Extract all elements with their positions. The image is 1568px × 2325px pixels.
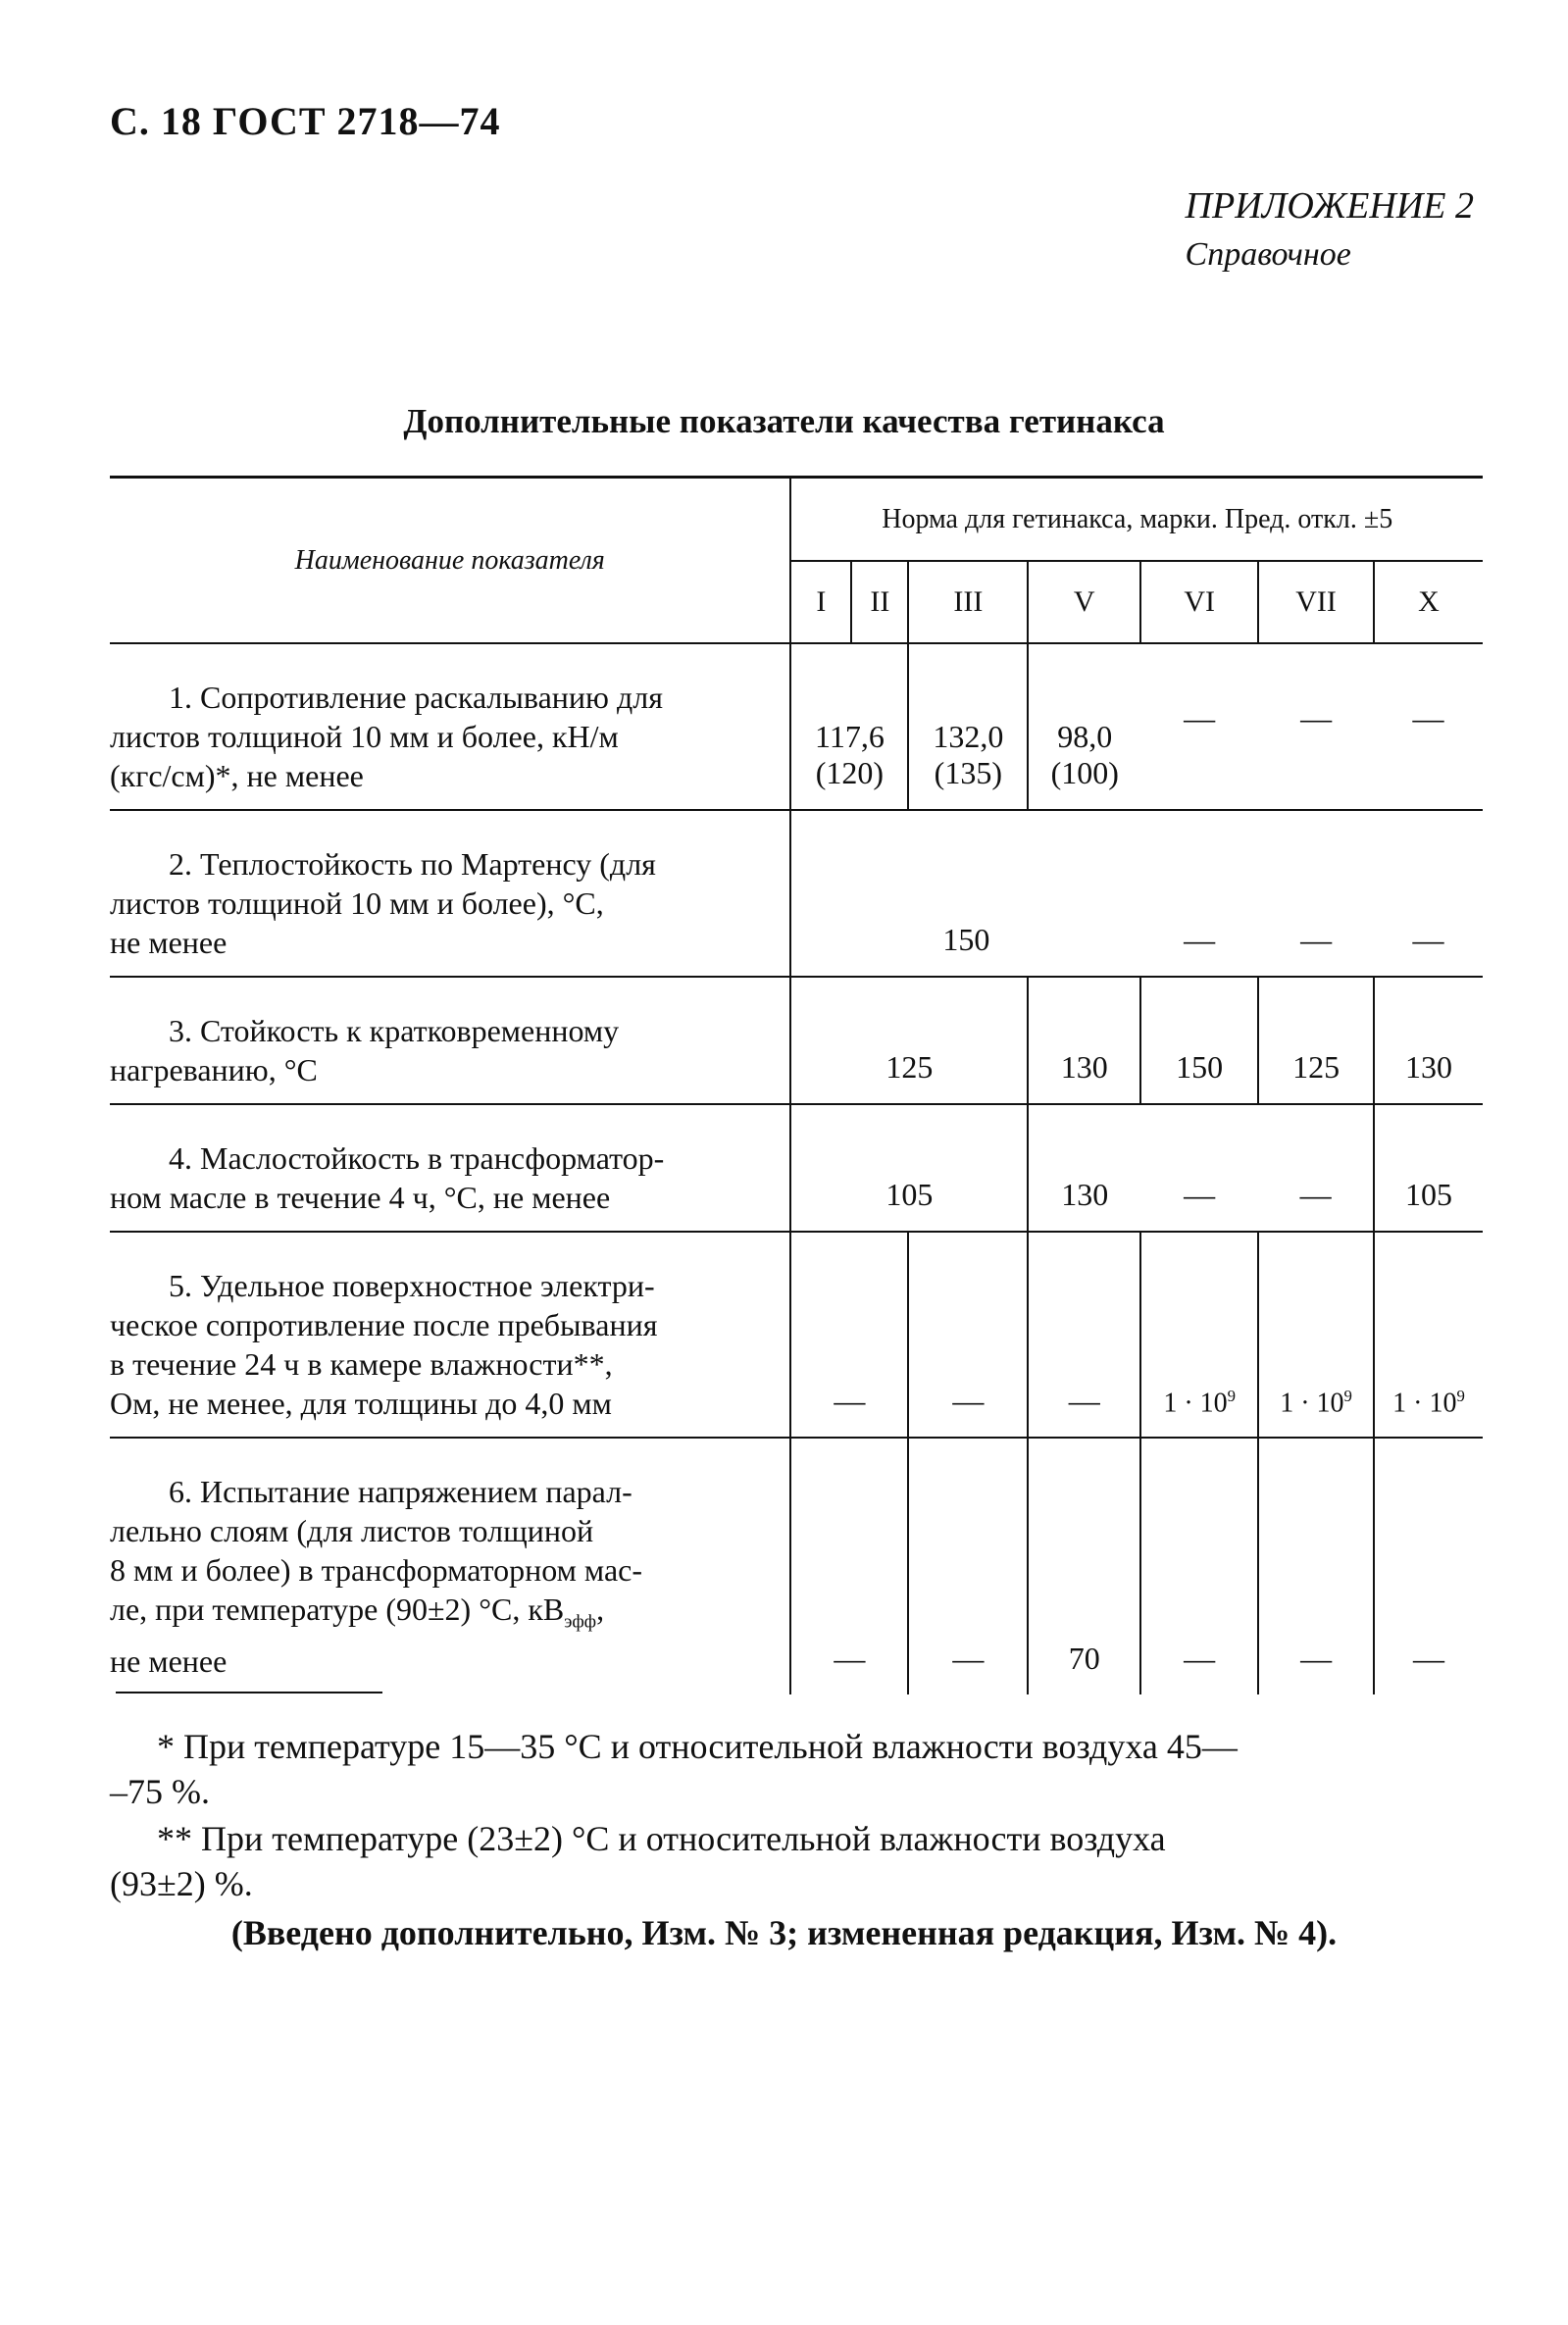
- footnote-separator: [116, 1692, 382, 1693]
- table-row: [110, 1104, 1483, 1232]
- row-2-value-i-v: 150: [790, 810, 1140, 977]
- footnote-1: * При температуре 15—35 °С и относительной влажности воздуха 45— –75 %.: [110, 1727, 1238, 1811]
- row-2-value-vii: —: [1258, 810, 1374, 977]
- mark-iii: III: [908, 561, 1028, 643]
- row-6-value-v: 70: [1028, 1438, 1140, 1694]
- row-1-value-iii: 132,0 (135): [908, 643, 1028, 810]
- row-1-value-vi: —: [1140, 643, 1258, 810]
- row-4-value-i-iii: 105: [790, 1104, 1028, 1232]
- table-row: [110, 977, 1483, 1104]
- row-3-value-v: 130: [1028, 977, 1140, 1104]
- mark-vi: VI: [1140, 561, 1258, 643]
- column-name-header: Наименование показателя: [110, 478, 790, 644]
- row-3-value-x: 130: [1374, 977, 1483, 1104]
- row-1-value-x: —: [1374, 643, 1483, 810]
- row-6-name: 6. Испытание напряжением парал- лельно слоям (для листов толщиной 8 мм и более) в трансформаторном мас- ле, при температуре (90±2) °С, $кВ_{эфф}$, не менее: [110, 1438, 790, 1694]
- table-row: [110, 1438, 1483, 1694]
- row-5-value-iii: —: [908, 1232, 1028, 1438]
- row-1-name: 1. Сопротивление раскалыванию для листов толщиной 10 мм и более, кН/м (кгс/см)*, не менее: [110, 643, 790, 810]
- row-4-value-vii: —: [1258, 1104, 1374, 1232]
- row-4-name: 4. Маслостойкость в трансформатор- ном масле в течение 4 ч, °С, не менее: [110, 1104, 790, 1232]
- row-4-value-x: 105: [1374, 1104, 1483, 1232]
- row-1-value-vii: —: [1258, 643, 1374, 810]
- row-5-value-i-ii: —: [790, 1232, 908, 1438]
- table-header-row: [110, 478, 1483, 562]
- appendix-label: [1186, 181, 1474, 279]
- row-6-value-iii: —: [908, 1438, 1028, 1694]
- row-2-value-vi: —: [1140, 810, 1258, 977]
- mark-v: V: [1028, 561, 1140, 643]
- appendix-title: ПРИЛОЖЕНИЕ 2: [1185, 185, 1474, 227]
- row-6-value-vi: —: [1140, 1438, 1258, 1694]
- mark-x: X: [1374, 561, 1483, 643]
- row-5-name: 5. Удельное поверхностное электри- ческое сопротивление после пребывания в течение 24 ч в камере влажности**, Ом, не менее, для толщины до 4,0 мм: [110, 1232, 790, 1438]
- norm-header: Норма для гетинакса, марки. Пред. откл. ±5: [790, 478, 1483, 562]
- row-5-value-vii: $1 \cdot 10^9$: [1258, 1232, 1374, 1438]
- mark-vii: VII: [1258, 561, 1374, 643]
- row-3-value-i-iii: 125: [790, 977, 1028, 1104]
- row-3-value-vii: 125: [1258, 977, 1374, 1104]
- table-row: [110, 643, 1483, 810]
- row-4-value-v: 130: [1028, 1104, 1140, 1232]
- row-1-value-v: 98,0 (100): [1028, 643, 1140, 810]
- row-3-value-vi: 150: [1140, 977, 1258, 1104]
- row-2-value-x: —: [1374, 810, 1483, 977]
- mark-i: I: [790, 561, 851, 643]
- row-4-value-vi: —: [1140, 1104, 1258, 1232]
- footnote-2: ** При температуре (23±2) °С и относительной влажности воздуха (93±2) %.: [110, 1819, 1166, 1903]
- row-6-value-i-ii: —: [790, 1438, 908, 1694]
- row-3-name: 3. Стойкость к кратковременному нагреванию, °С: [110, 977, 790, 1104]
- table-row: [110, 1232, 1483, 1438]
- table-title: Дополнительные показатели качества гетинакса: [403, 402, 1165, 440]
- row-5-value-x: $1 \cdot 10^9$: [1374, 1232, 1483, 1438]
- row-5-value-vi: $1 \cdot 10^9$: [1140, 1232, 1258, 1438]
- row-5-value-v: —: [1028, 1232, 1140, 1438]
- row-1-value-i-ii: 117,6 (120): [790, 643, 908, 810]
- quality-table: [110, 476, 1483, 1694]
- row-6-value-x: —: [1413, 1641, 1445, 1677]
- table-row: [110, 810, 1483, 977]
- row-6-value-vii: —: [1258, 1438, 1374, 1694]
- mark-ii: II: [851, 561, 908, 643]
- amendment-note: (Введено дополнительно, Изм. № 3; измененная редакция, Изм. № 4).: [230, 1913, 1338, 1952]
- row-2-name: 2. Теплостойкость по Мартенсу (для листов толщиной 10 мм и более), °С, не менее: [110, 810, 790, 977]
- appendix-subtitle: Справочное: [1185, 236, 1351, 273]
- document-header: С. 18 ГОСТ 2718—74: [110, 99, 501, 143]
